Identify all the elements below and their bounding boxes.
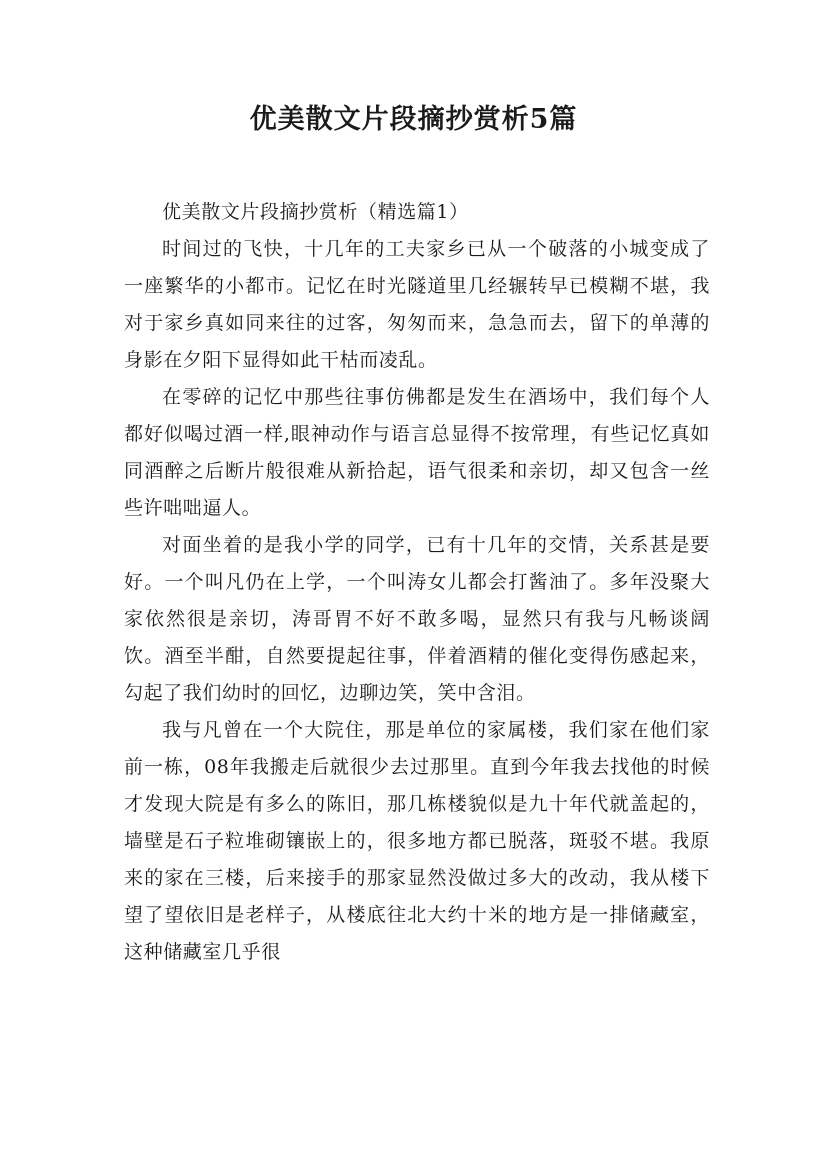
paragraph-4: 我与凡曾在一个大院住，那是单位的家属楼，我们家在他们家前一栋，08年我搬走后就很少去过那里。直到今年我去找他的时候才发现大院是有多么的陈旧，那几栋楼貌似是九十年代就盖起的，墙壁是石子粒堆砌镶嵌上的，很多地方都已脱落，斑驳不堪。我原来的家在三楼，后来接手的那家显然没做过多大的改动，我从楼下望了望依旧是老样子，从楼底往北大约十米的地方是一排储藏室，这种储藏室几乎很 xyxy=(124,719,710,963)
paragraph-3: 对面坐着的是我小学的同学，已有十几年的交情，关系甚是要好。一个叫凡仍在上学，一个叫涛女儿都会打酱油了。多年没聚大家依然很是亲切，涛哥胃不好不敢多喝，显然只有我与凡畅谈阔饮。酒至半酣，自然要提起往事，伴着酒精的催化变得伤感起来，勾起了我们幼时的回忆，边聊边笑，笑中含泪。 xyxy=(124,534,710,704)
section-heading: 优美散文片段摘抄赏析（精选篇1） xyxy=(162,201,469,223)
paragraph-1: 时间过的飞快，十几年的工夫家乡已从一个破落的小城变成了一座繁华的小都市。记忆在时光隧道里几经辗转早已模糊不堪，我对于家乡真如同来往的过客，匆匆而来，急急而去，留下的单薄的身影在夕阳下显得如此干枯而凌乱。 xyxy=(124,238,710,371)
document-title: 优美散文片段摘抄赏析5篇 xyxy=(249,104,578,135)
document-body xyxy=(124,194,710,971)
paragraph-2: 在零碎的记忆中那些往事仿佛都是发生在酒场中，我们每个人都好似喝过酒一样,眼神动作与语言总显得不按常理，有些记忆真如同酒醉之后断片般很难从新拾起，语气很柔和亲切，却又包含一丝些许咄咄逼人。 xyxy=(124,386,710,519)
